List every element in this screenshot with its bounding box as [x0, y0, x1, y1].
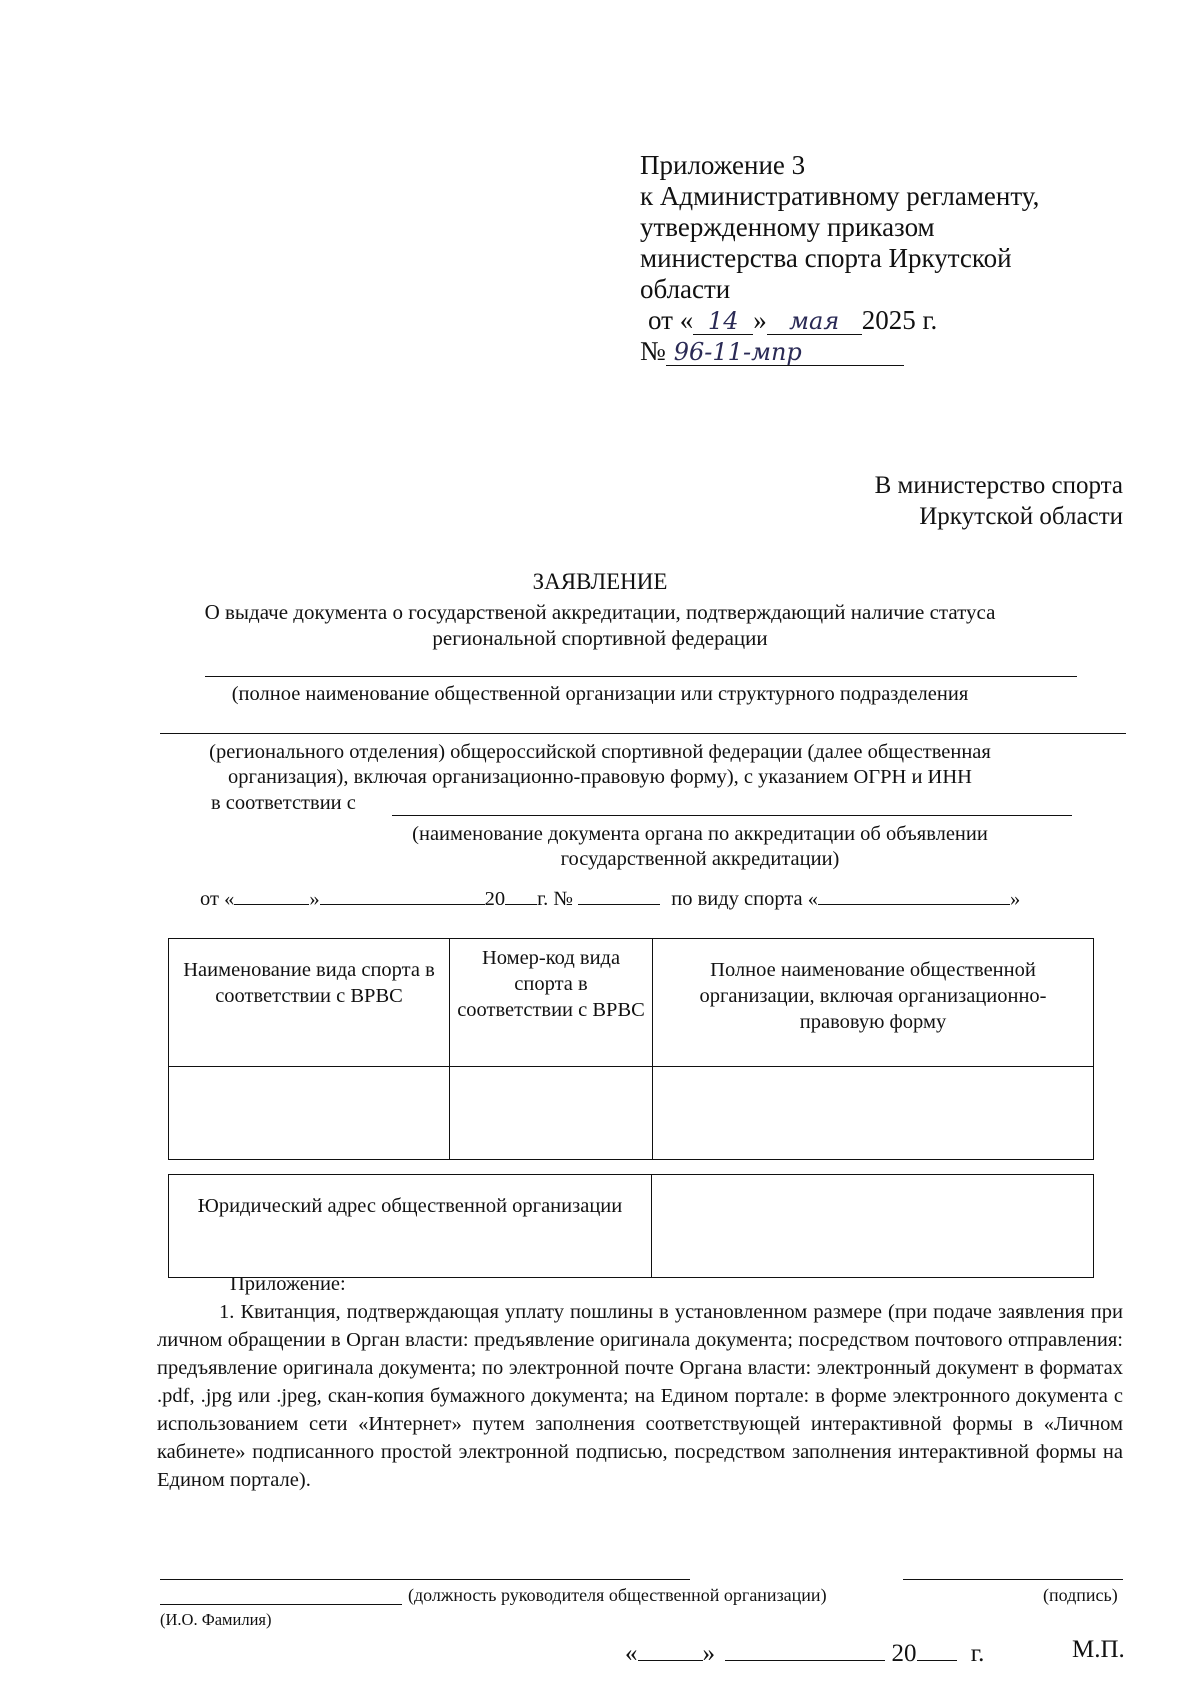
header-sport-code: Номер-код вида спорта в соответствии с ВРВС	[450, 939, 653, 1067]
accord-row: в соответствии с	[211, 792, 356, 814]
handwritten-month: мая	[767, 308, 862, 335]
attachments-heading: Приложение:	[230, 1273, 346, 1295]
address-row	[169, 1175, 1094, 1278]
signature-line[interactable]	[903, 1579, 1123, 1580]
header-sport-name: Наименование вида спорта в соответствии с ВРВС	[169, 939, 450, 1067]
addressee	[875, 470, 1123, 532]
addressee-line: Иркутской области	[919, 503, 1123, 530]
appendix-block	[640, 150, 1039, 367]
table-cell-org-name[interactable]	[653, 1067, 1094, 1160]
name-line[interactable]	[160, 1604, 402, 1605]
sport-type-field[interactable]	[818, 884, 1010, 905]
handwritten-number: 96-11-мпр	[666, 339, 904, 366]
appendix-number: № 96-11-мпр	[640, 336, 1039, 367]
table-cell-sport-code[interactable]	[450, 1067, 653, 1160]
addressee-line: В министерство спорта	[874, 472, 1123, 499]
signature-label: (подпись)	[1043, 1585, 1118, 1605]
sign-month-field[interactable]	[725, 1636, 885, 1661]
accord-hint: (наименование документа органа по аккредитации об объявлении государственной аккредитации)	[412, 823, 988, 870]
appendix-date: от « 14 » мая 2025 г.	[648, 305, 938, 335]
document-title: ЗАЯВЛЕНИЕ	[532, 569, 668, 594]
appendix-line: министерства спорта Иркутской	[640, 243, 1012, 273]
sport-table	[168, 938, 1094, 1160]
org-name-line-2[interactable]	[160, 733, 1126, 734]
document-subtitle: О выдаче документа о государственой аккредитации, подтверждающий наличие статуса региональной спортивной федерации	[204, 600, 996, 650]
table-cell-sport-name[interactable]	[169, 1067, 450, 1160]
sign-year-field[interactable]	[917, 1636, 957, 1661]
table-header-row	[169, 939, 1094, 1067]
appendix-title: Приложение 3	[640, 150, 806, 180]
sign-day-field[interactable]	[638, 1636, 703, 1661]
appendix-line: к Административному регламенту,	[640, 181, 1040, 211]
org-name-hint-1: (полное наименование общественной организации или структурного подразделения	[231, 683, 969, 705]
address-label: Юридический адрес общественной организации	[169, 1175, 652, 1278]
attachment-item-1: 1. Квитанция, подтверждающая уплату пошлины в установленном размере (при подаче заявления при личном обращении в Орган власти: предъявление оригинала документа; посредством почтового отправления: предъявление оригинала документа; по электронной почте Органа власти: электронный документ в форматах .pdf, .jpg или .jpeg, скан-копия бумажного документа; на Едином портале: в форме электронного документа с использованием сети «Интернет» путем заполнения соответствующей интерактивной формы в «Личном кабинете» подписанного простой электронной подписью, посредством заполнения интерактивной формы на Едином портале).	[157, 1301, 1123, 1491]
position-line[interactable]	[160, 1579, 690, 1580]
table-row	[169, 1067, 1094, 1160]
address-table	[168, 1174, 1094, 1278]
position-label: (должность руководителя общественной организации)	[408, 1585, 827, 1605]
date-year-field[interactable]	[505, 884, 537, 905]
appendix-line: области	[640, 274, 731, 304]
attachments-block	[157, 1270, 1123, 1494]
appendix-line: утвержденному приказом	[640, 212, 935, 242]
signature-date-row: « » 20 г.	[625, 1636, 984, 1668]
address-value-cell[interactable]	[652, 1175, 1094, 1278]
document-number-field[interactable]	[578, 884, 660, 905]
handwritten-day: 14	[693, 308, 753, 335]
header-org-name: Полное наименование общественной организации, включая организационно-правовую форму	[653, 939, 1094, 1067]
org-name-line-1[interactable]	[205, 676, 1077, 677]
date-number-row: от « » 20 г. № по виду спорта « »	[200, 884, 1020, 911]
org-name-hint-2: (регионального отделения) общероссийской спортивной федерации (далее общественная организация), включая организационно-правовую форму), с указанием ОГРН и ИНН	[209, 741, 991, 788]
date-day-field[interactable]	[234, 884, 309, 905]
stamp-label: М.П.	[1072, 1636, 1125, 1663]
accord-document-line[interactable]	[392, 815, 1072, 816]
name-label: (И.О. Фамилия)	[160, 1610, 272, 1629]
date-month-field[interactable]	[320, 884, 485, 905]
